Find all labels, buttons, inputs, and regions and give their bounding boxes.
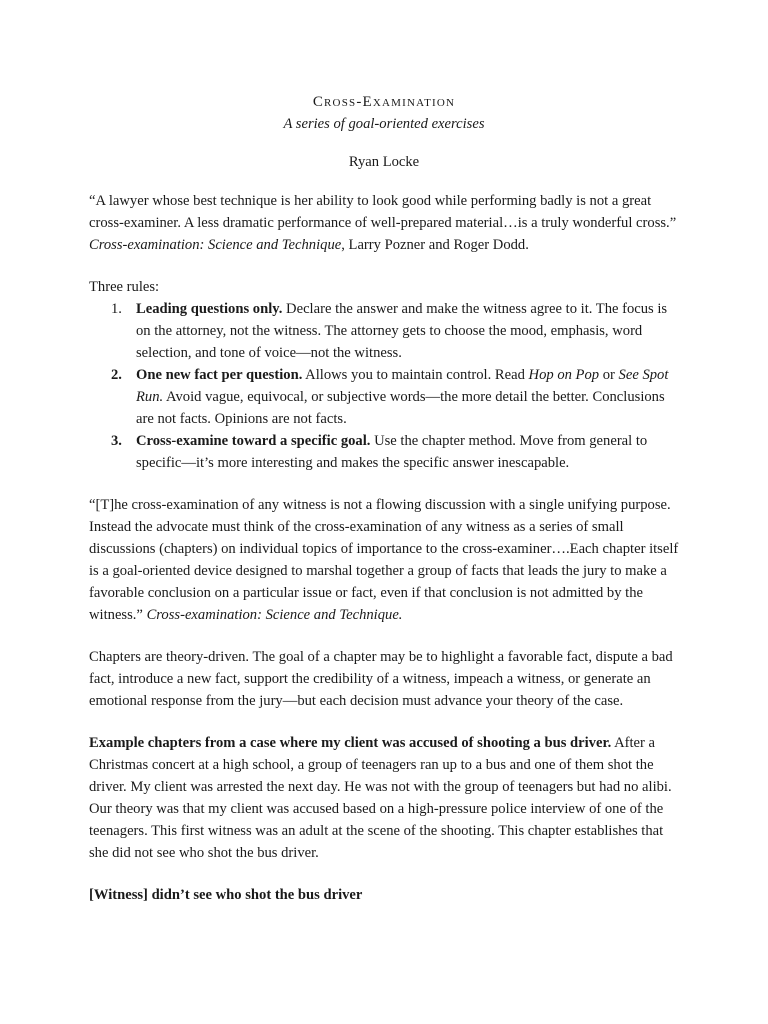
document-page bbox=[89, 94, 679, 906]
document-title: Cross-Examination bbox=[312, 94, 456, 110]
rule-body: or bbox=[599, 367, 619, 383]
chapter-heading: [Witness] didn’t see who shot the bus driver bbox=[89, 887, 363, 903]
rules-intro: Three rules: bbox=[89, 279, 160, 295]
rule-item bbox=[89, 430, 679, 474]
rule-item bbox=[89, 298, 679, 364]
document-subtitle: A series of goal-oriented exercises bbox=[283, 116, 485, 132]
quote-paragraph-2 bbox=[89, 494, 679, 626]
rule-number: 2. bbox=[111, 367, 122, 383]
rule-body: Use the chapter method. Move from general to specific—it’s more interesting and makes the specific answer inescapable. bbox=[136, 433, 648, 471]
chapters-paragraph: Chapters are theory-driven. The goal of a chapter may be to highlight a favorable fact, dispute a bad fact, introduce a new fact, support the credibility of a witness, impeach a witness, or generate an emotional response from the jury—but each decision must advance your theory of the case. bbox=[89, 649, 673, 709]
document-author: Ryan Locke bbox=[348, 154, 420, 170]
quote-2-source-title: Cross-examination: Science and Technique. bbox=[146, 607, 403, 623]
example-paragraph bbox=[89, 732, 679, 864]
quote-paragraph-1 bbox=[89, 190, 679, 256]
rule-item bbox=[89, 364, 679, 430]
rule-body: Avoid vague, equivocal, or subjective words—the more detail the better. Conclusions are not facts. Opinions are not facts. bbox=[136, 389, 665, 427]
quote-1-source-title: Cross-examination: Science and Technique bbox=[89, 237, 342, 253]
rule-heading: Cross-examine toward a specific goal. bbox=[136, 433, 371, 449]
rules-list bbox=[89, 298, 679, 474]
rule-reference-title: See Spot Run. bbox=[136, 367, 669, 405]
rule-number: 3. bbox=[111, 433, 122, 449]
example-body: After a Christmas concert at a high school, a group of teenagers ran up to a bus and one of them shot the driver. My client was arrested the next day. He was not with the group of teenagers but had no alibi. Our theory was that my client was accused based on a high-pressure police interview of one of the teenagers. This first witness was an adult at the scene of the shooting. This chapter establishes that she did not see who shot the bus driver. bbox=[89, 735, 672, 861]
quote-2-text: “[T]he cross-examination of any witness is not a flowing discussion with a single unifying purpose. Instead the advocate must think of the cross-examination of any witness as a series of small discussions (chapters) on individual topics of importance to the cross-examiner….Each chapter itself is a goal-oriented device designed to marshal together a group of facts that leads the jury to make a favorable conclusion on a particular issue or fact, even if that conclusion is not admitted by the witness.” bbox=[89, 497, 679, 623]
rule-body: Declare the answer and make the witness agree to it. The focus is on the attorney, not the witness. The attorney gets to choose the mood, emphasis, word selection, and tone of voice—not the witness. bbox=[136, 301, 668, 361]
rule-number: 1. bbox=[111, 301, 122, 317]
example-heading: Example chapters from a case where my client was accused of shooting a bus driver. bbox=[89, 735, 612, 751]
quote-1-text: “A lawyer whose best technique is her ability to look good while performing badly is not a great cross-examiner. A less dramatic performance of well-prepared material…is a truly wonderful cross.” bbox=[89, 193, 677, 231]
quote-1-source-authors: , Larry Pozner and Roger Dodd. bbox=[341, 237, 529, 253]
rule-reference-title: Hop on Pop bbox=[528, 367, 600, 383]
rule-body: Allows you to maintain control. Read bbox=[302, 367, 529, 383]
rule-heading: Leading questions only. bbox=[136, 301, 283, 317]
rule-heading: One new fact per question. bbox=[136, 367, 303, 383]
